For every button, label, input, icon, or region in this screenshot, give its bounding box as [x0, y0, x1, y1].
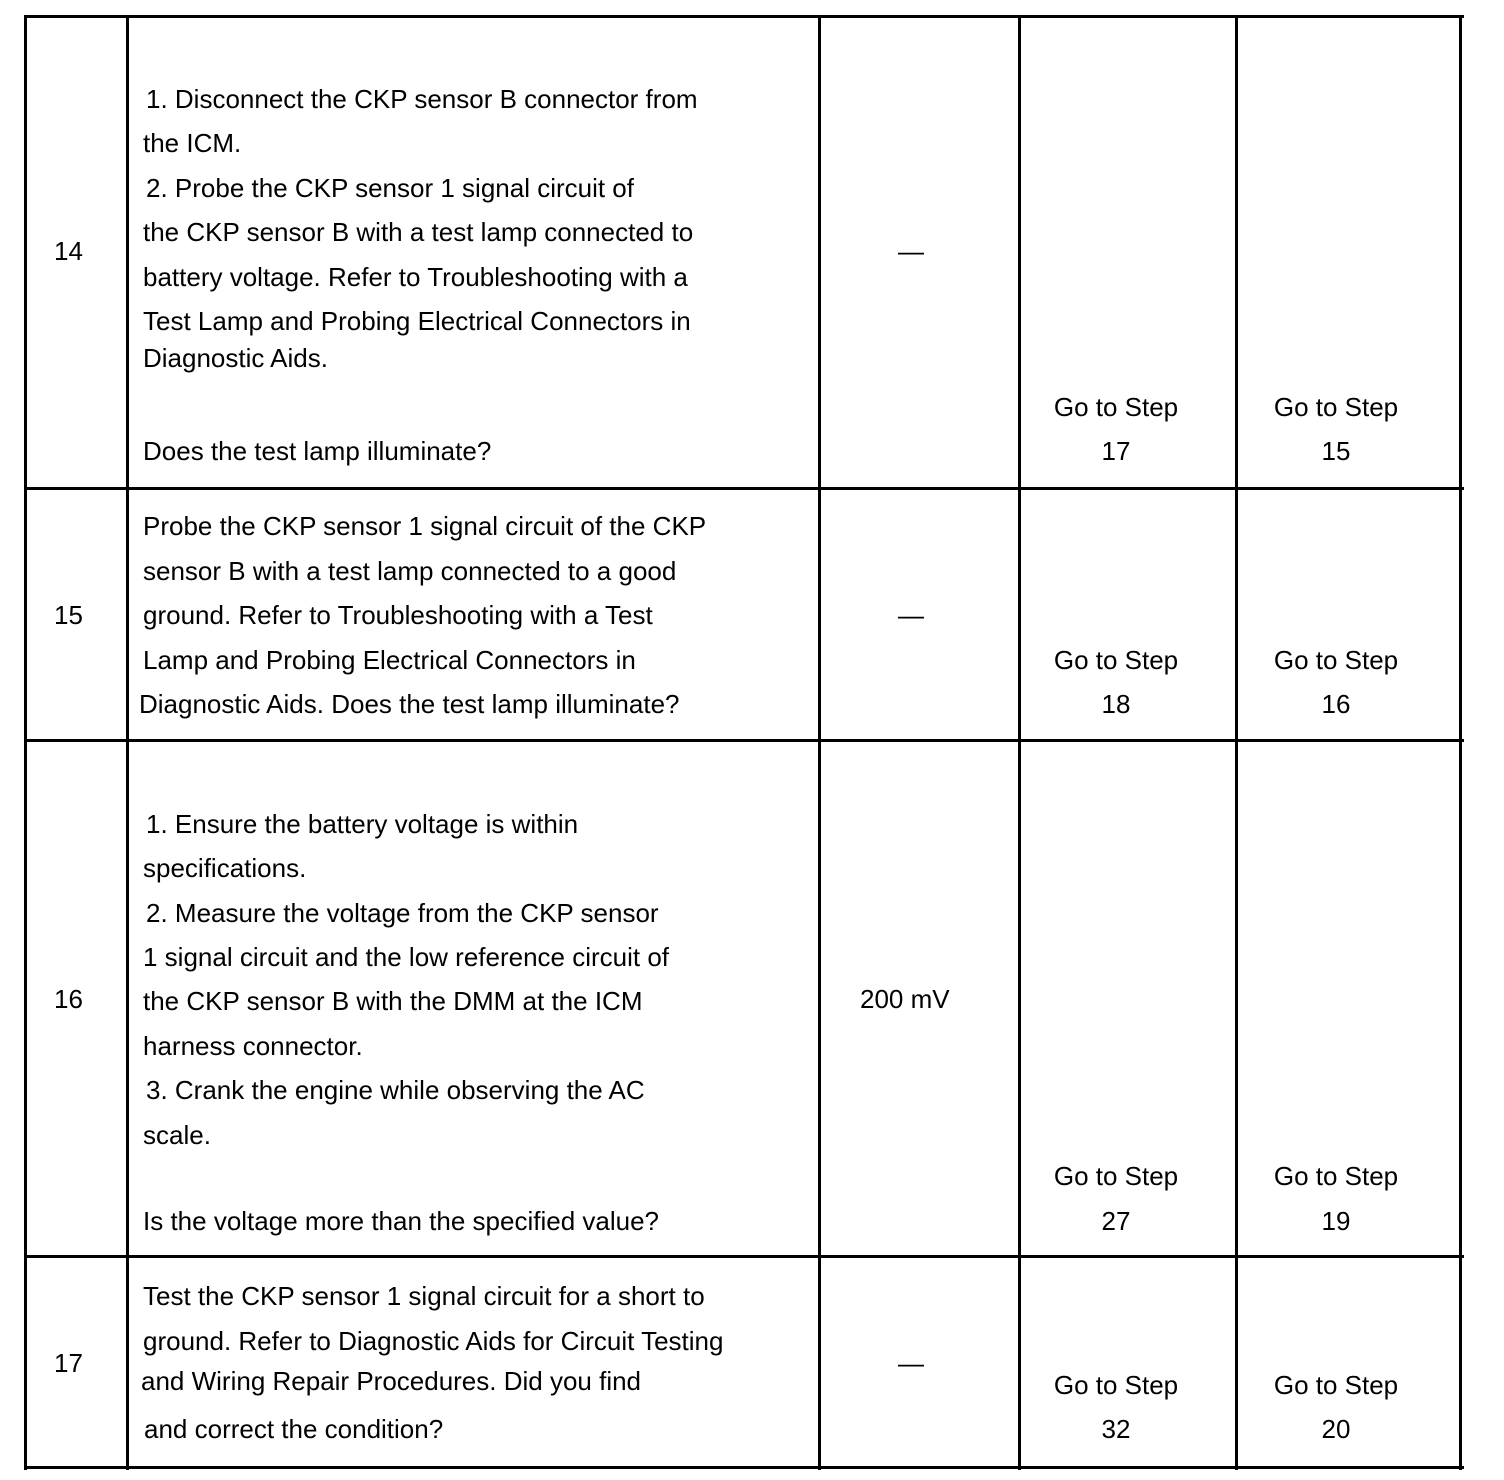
no-goto-step: 19 [1321, 1206, 1351, 1236]
action-question: and correct the condition? [144, 1414, 444, 1444]
no-goto-label: Go to Step [1273, 1161, 1399, 1191]
action-text: 1. Disconnect the CKP sensor B connector from [146, 84, 698, 114]
yes-goto-label: Go to Step [1053, 1161, 1179, 1191]
action-text: battery voltage. Refer to Troubleshooting with a [143, 262, 688, 292]
action-text: Lamp and Probing Electrical Connectors in [143, 645, 636, 675]
step-number: 15 [54, 600, 83, 630]
yes-goto-label: Go to Step [1053, 1370, 1179, 1400]
action-text: scale. [143, 1120, 211, 1150]
no-goto-label: Go to Step [1273, 1370, 1399, 1400]
specified-value: — [898, 1348, 924, 1378]
action-text: specifications. [143, 853, 307, 883]
row-divider [24, 487, 1464, 490]
yes-goto-step: 32 [1101, 1414, 1131, 1444]
column-divider [1018, 15, 1021, 1470]
table-border-top [24, 15, 1464, 18]
no-goto-step: 15 [1321, 436, 1351, 466]
row-divider [24, 739, 1464, 742]
action-text: sensor B with a test lamp connected to a good [143, 556, 677, 586]
action-text: Test Lamp and Probing Electrical Connectors in [143, 306, 691, 336]
action-text: ground. Refer to Troubleshooting with a Test [143, 600, 653, 630]
no-goto-step: 20 [1321, 1414, 1351, 1444]
step-number: 16 [54, 984, 83, 1014]
action-text: Diagnostic Aids. [143, 343, 328, 373]
action-text: 3. Crank the engine while observing the AC [146, 1075, 645, 1105]
table-border-bottom [24, 1466, 1464, 1469]
column-divider [126, 15, 129, 1470]
action-text: Probe the CKP sensor 1 signal circuit of the CKP [143, 511, 707, 541]
yes-goto-label: Go to Step [1053, 645, 1179, 675]
no-goto-step: 16 [1321, 689, 1351, 719]
yes-goto-label: Go to Step [1053, 392, 1179, 422]
yes-goto-step: 18 [1101, 689, 1131, 719]
specified-value: — [898, 600, 924, 630]
row-divider [24, 1255, 1464, 1258]
action-question: Does the test lamp illuminate? [143, 436, 492, 466]
action-text: 1 signal circuit and the low reference circuit of [143, 942, 670, 972]
column-divider [818, 15, 821, 1470]
action-text: the CKP sensor B with the DMM at the ICM [143, 986, 643, 1016]
action-text: 2. Measure the voltage from the CKP sensor [146, 898, 659, 928]
action-text: 2. Probe the CKP sensor 1 signal circuit of [146, 173, 634, 203]
action-text: 1. Ensure the battery voltage is within [146, 809, 579, 839]
action-text: and Wiring Repair Procedures. Did you find [141, 1366, 642, 1396]
yes-goto-step: 17 [1101, 436, 1131, 466]
action-text: the CKP sensor B with a test lamp connected to [143, 217, 694, 247]
no-goto-label: Go to Step [1273, 392, 1399, 422]
table-border-right [1459, 15, 1462, 1470]
action-text: harness connector. [143, 1031, 363, 1061]
specified-value: 200 mV [860, 984, 950, 1014]
action-text: the ICM. [143, 128, 242, 158]
action-question: Diagnostic Aids. Does the test lamp illuminate? [139, 689, 680, 719]
specified-value: — [898, 236, 924, 266]
action-question: Is the voltage more than the specified value? [143, 1206, 659, 1236]
column-divider [1235, 15, 1238, 1470]
step-number: 14 [54, 236, 83, 266]
step-number: 17 [54, 1348, 83, 1378]
no-goto-label: Go to Step [1273, 645, 1399, 675]
table-border-left [24, 15, 27, 1470]
action-text: ground. Refer to Diagnostic Aids for Circuit Testing [143, 1326, 724, 1356]
yes-goto-step: 27 [1101, 1206, 1131, 1236]
action-text: Test the CKP sensor 1 signal circuit for a short to [143, 1281, 705, 1311]
